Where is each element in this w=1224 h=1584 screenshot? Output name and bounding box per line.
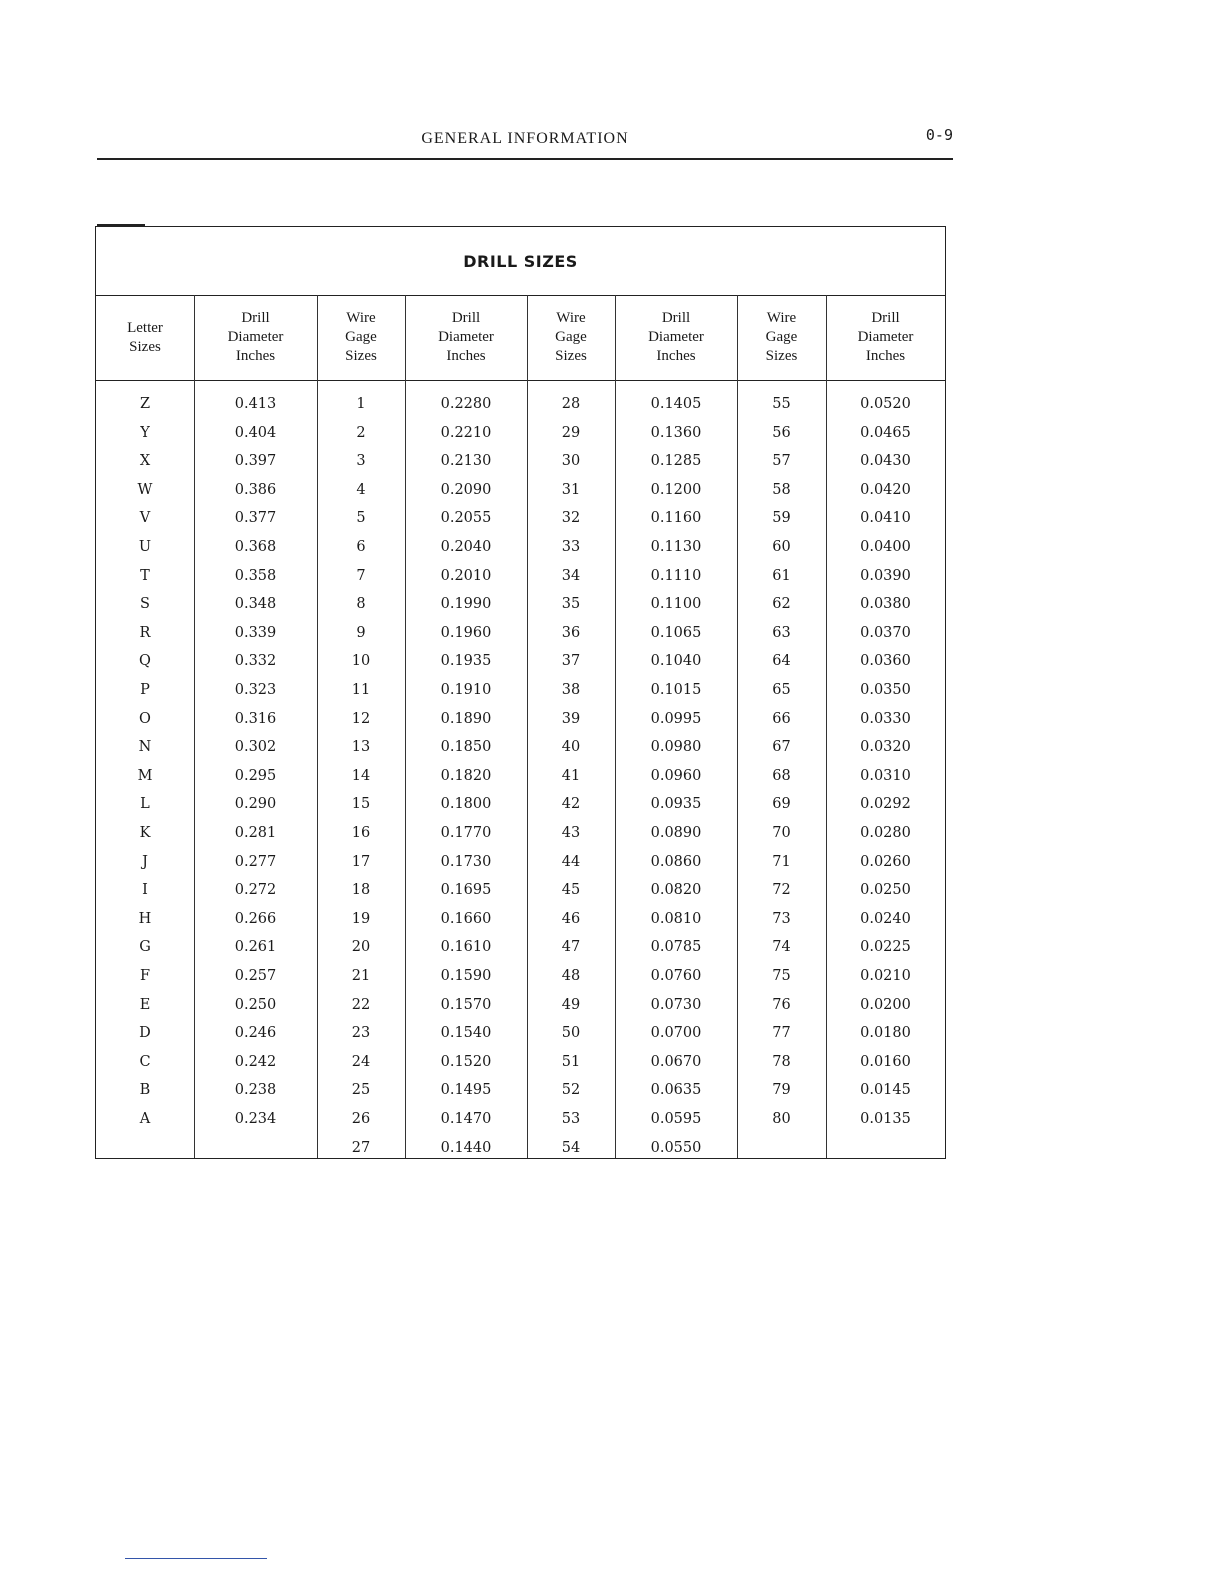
table-cell: 0.1065 bbox=[650, 624, 702, 641]
table-cell: 0.0310 bbox=[860, 767, 911, 784]
table-cell: R bbox=[139, 624, 151, 641]
table-cell: 0.1130 bbox=[650, 539, 702, 555]
table-cell: S bbox=[140, 596, 150, 613]
table-row bbox=[96, 762, 945, 790]
table-cell: 10 bbox=[351, 653, 371, 670]
table-cell: 0.1850 bbox=[440, 739, 492, 756]
table-cell: 24 bbox=[351, 1053, 371, 1070]
table-cell: 0.1405 bbox=[650, 396, 702, 412]
table-cell: 13 bbox=[351, 739, 371, 756]
table-cell: 0.0225 bbox=[860, 939, 911, 956]
table-cell: 0.377 bbox=[234, 510, 277, 527]
column-header-line: Gage bbox=[555, 329, 587, 345]
table-cell: 0.261 bbox=[234, 939, 277, 956]
column-header-row bbox=[96, 295, 945, 381]
table-cell: 79 bbox=[772, 1082, 791, 1099]
table-cell: 43 bbox=[561, 825, 581, 841]
table-cell: 64 bbox=[772, 653, 791, 670]
table-cell: 40 bbox=[561, 739, 581, 756]
table-cell: 0.1890 bbox=[440, 710, 492, 727]
table-row bbox=[96, 562, 945, 590]
table-cell: 0.1590 bbox=[440, 968, 492, 984]
table-cell: 0.0760 bbox=[650, 968, 702, 984]
page-number: 0-9 bbox=[925, 126, 953, 144]
table-cell: 38 bbox=[561, 682, 581, 698]
table-cell: 0.0820 bbox=[650, 882, 702, 899]
table-cell: 62 bbox=[772, 596, 791, 613]
table-cell: 0.0785 bbox=[650, 939, 702, 956]
table-cell: 33 bbox=[561, 539, 581, 555]
table-cell: 0.295 bbox=[234, 767, 277, 784]
table-cell: 0.1285 bbox=[650, 453, 702, 470]
table-cell: 0.0595 bbox=[650, 1111, 702, 1127]
table-cell: 74 bbox=[772, 939, 791, 956]
table-cell: 50 bbox=[561, 1025, 581, 1042]
table-cell: 0.246 bbox=[234, 1025, 277, 1042]
table-cell: 0.281 bbox=[234, 825, 277, 841]
table-cell: 0.0520 bbox=[860, 396, 911, 412]
column-header-line: Sizes bbox=[129, 338, 161, 355]
table-cell: 17 bbox=[351, 853, 371, 870]
column-divider bbox=[737, 295, 738, 1158]
table-cell: 0.0320 bbox=[860, 739, 911, 756]
column-header bbox=[96, 295, 194, 380]
table-cell: 0.1440 bbox=[440, 1139, 492, 1156]
column-header-line: Diameter bbox=[857, 329, 914, 345]
table-cell: 18 bbox=[351, 882, 371, 899]
column-divider bbox=[615, 295, 616, 1158]
table-cell: 37 bbox=[561, 653, 581, 670]
table-cell: 0.2010 bbox=[440, 567, 492, 584]
table-cell: 0.0995 bbox=[650, 710, 702, 727]
table-row bbox=[96, 848, 945, 876]
table-cell: 0.0860 bbox=[650, 853, 702, 870]
table-cell: 20 bbox=[351, 939, 371, 956]
column-header-line: Wire bbox=[346, 310, 376, 326]
table-cell: Y bbox=[140, 424, 150, 441]
table-cell: 0.1800 bbox=[440, 796, 492, 813]
column-header-line: Wire bbox=[556, 310, 586, 326]
table-cell bbox=[194, 1134, 317, 1162]
table-cell: 0.238 bbox=[234, 1082, 277, 1099]
column-header-line: Gage bbox=[345, 329, 377, 345]
table-cell: W bbox=[137, 481, 153, 498]
table-cell: J bbox=[142, 853, 148, 870]
column-header bbox=[737, 295, 826, 380]
table-cell: 0.1990 bbox=[440, 596, 492, 613]
table-cell: 42 bbox=[561, 796, 581, 813]
table-cell: U bbox=[138, 539, 152, 555]
table-cell: 0.250 bbox=[234, 996, 277, 1013]
table-cell: 48 bbox=[561, 968, 581, 984]
table-cell: 0.397 bbox=[234, 453, 277, 470]
column-header bbox=[405, 295, 527, 380]
table-cell: 60 bbox=[772, 539, 791, 555]
table-cell: 0.1960 bbox=[440, 624, 492, 641]
table-cell: 0.386 bbox=[234, 481, 277, 498]
table-cell: 21 bbox=[351, 968, 371, 984]
table-cell: 68 bbox=[772, 767, 791, 784]
table-cell: 0.368 bbox=[234, 539, 277, 555]
table-cell: 1 bbox=[356, 396, 366, 412]
column-divider bbox=[405, 295, 406, 1158]
table-cell: 0.0670 bbox=[650, 1053, 702, 1070]
table-cell: 0.0390 bbox=[860, 567, 911, 584]
column-header-line: Drill bbox=[661, 310, 691, 326]
table-cell: 0.0160 bbox=[860, 1053, 911, 1070]
table-cell: 0.0350 bbox=[860, 682, 911, 698]
table-cell: 0.0360 bbox=[860, 653, 911, 670]
table-cell: 29 bbox=[561, 424, 581, 441]
table-cell: 57 bbox=[772, 453, 791, 470]
table-cell: 0.0400 bbox=[860, 539, 911, 555]
table-row bbox=[96, 705, 945, 733]
table-cell: 0.0145 bbox=[860, 1082, 911, 1099]
table-cell: 0.358 bbox=[234, 567, 277, 584]
table-cell: 47 bbox=[561, 939, 581, 956]
table-cell: 0.2090 bbox=[440, 481, 492, 498]
column-header bbox=[194, 295, 317, 380]
table-cell: 0.0410 bbox=[860, 510, 911, 527]
table-cell: 3 bbox=[356, 453, 366, 470]
table-cell: 44 bbox=[561, 853, 581, 870]
table-row bbox=[96, 733, 945, 761]
table-cell: 39 bbox=[561, 710, 581, 727]
table-cell: 63 bbox=[772, 624, 791, 641]
table-row bbox=[96, 790, 945, 818]
column-divider bbox=[826, 295, 827, 1158]
table-cell: 61 bbox=[772, 567, 791, 584]
table-cell: 0.266 bbox=[234, 910, 277, 927]
table-row bbox=[96, 533, 945, 561]
table-cell: 77 bbox=[772, 1025, 791, 1042]
table-cell: 0.0960 bbox=[650, 767, 702, 784]
table-cell: 19 bbox=[351, 910, 371, 927]
column-header-line: Inches bbox=[235, 348, 276, 364]
table-cell: 0.339 bbox=[234, 624, 277, 641]
table-cell: 0.0465 bbox=[860, 424, 911, 441]
table-cell: 0.2040 bbox=[440, 539, 492, 555]
table-cell: 16 bbox=[351, 825, 371, 841]
table-cell: 0.332 bbox=[234, 653, 277, 670]
table-cell: 0.0935 bbox=[650, 796, 702, 813]
table-cell: 0.1660 bbox=[440, 910, 492, 927]
table-cell: X bbox=[139, 453, 151, 470]
drill-sizes-table bbox=[95, 226, 946, 1159]
column-header-line: Drill bbox=[241, 310, 270, 326]
table-cell: 0.0700 bbox=[650, 1025, 702, 1042]
table-cell: 0.348 bbox=[234, 596, 277, 613]
table-cell: 7 bbox=[356, 567, 366, 584]
table-cell: 0.0420 bbox=[860, 481, 911, 498]
table-cell: E bbox=[139, 996, 151, 1013]
table-cell: 0.0730 bbox=[650, 996, 702, 1013]
table-cell: 0.0330 bbox=[860, 710, 911, 727]
table-cell: 0.0890 bbox=[650, 825, 702, 841]
table-row bbox=[96, 647, 945, 675]
table-row bbox=[96, 504, 945, 532]
column-header-line: Wire bbox=[766, 310, 797, 326]
table-cell: 0.1770 bbox=[440, 825, 492, 841]
table-cell: 0.0250 bbox=[860, 882, 911, 899]
table-cell: 25 bbox=[351, 1082, 371, 1099]
table-cell: 0.2055 bbox=[440, 510, 492, 527]
column-header-line: Sizes bbox=[345, 348, 377, 364]
table-row bbox=[96, 1134, 945, 1162]
table-cell: 0.413 bbox=[234, 396, 277, 412]
table-title: DRILL SIZES bbox=[96, 227, 945, 296]
table-cell: 23 bbox=[351, 1025, 371, 1042]
column-header-line: Sizes bbox=[765, 348, 798, 364]
column-header bbox=[317, 295, 405, 380]
table-cell: 76 bbox=[772, 996, 791, 1013]
table-cell: 0.1360 bbox=[650, 424, 702, 441]
table-cell: 55 bbox=[772, 396, 791, 412]
table-cell: 0.290 bbox=[234, 796, 277, 813]
column-divider bbox=[194, 295, 195, 1158]
table-cell: 69 bbox=[772, 796, 791, 813]
table-cell: 0.0635 bbox=[650, 1082, 702, 1099]
table-cell: M bbox=[137, 767, 153, 784]
table-cell: 0.1160 bbox=[650, 510, 702, 527]
table-cell: 0.242 bbox=[234, 1053, 277, 1070]
table-row bbox=[96, 590, 945, 618]
table-cell: 0.1495 bbox=[440, 1082, 492, 1099]
table-row bbox=[96, 1105, 945, 1133]
table-cell: 11 bbox=[351, 682, 371, 698]
table-cell: 15 bbox=[351, 796, 371, 813]
table-cell: 45 bbox=[561, 882, 581, 899]
table-cell: 0.277 bbox=[234, 853, 277, 870]
table-cell: 73 bbox=[772, 910, 791, 927]
table-cell: Z bbox=[139, 396, 151, 412]
table-cell: 70 bbox=[772, 825, 791, 841]
table-cell: 0.1540 bbox=[440, 1025, 492, 1042]
table-cell: 0.1015 bbox=[650, 682, 702, 698]
column-header-line: Drill bbox=[451, 310, 481, 326]
table-cell: F bbox=[139, 968, 151, 984]
table-cell: 4 bbox=[356, 481, 366, 498]
table-cell: O bbox=[139, 710, 151, 727]
table-cell: 0.272 bbox=[234, 882, 277, 899]
table-row bbox=[96, 447, 945, 475]
table-cell: 0.1040 bbox=[650, 653, 702, 670]
table-row bbox=[96, 619, 945, 647]
table-cell: 56 bbox=[772, 424, 791, 441]
table-row bbox=[96, 390, 945, 418]
table-cell: 5 bbox=[356, 510, 366, 527]
column-header-line: Inches bbox=[446, 348, 486, 364]
table-cell: 0.0292 bbox=[860, 796, 911, 813]
table-row bbox=[96, 962, 945, 990]
footer-rule bbox=[125, 1558, 267, 1559]
table-cell: 58 bbox=[772, 481, 791, 498]
table-row bbox=[96, 476, 945, 504]
column-header-line: Gage bbox=[765, 329, 798, 345]
table-cell: 0.1820 bbox=[440, 767, 492, 784]
table-cell: 53 bbox=[561, 1111, 581, 1127]
table-cell: C bbox=[139, 1053, 151, 1070]
column-header-line: Letter bbox=[127, 319, 163, 336]
column-divider bbox=[527, 295, 528, 1158]
table-cell: 0.1910 bbox=[440, 682, 492, 698]
table-cell: 28 bbox=[561, 396, 581, 412]
table-cell: 12 bbox=[351, 710, 371, 727]
table-cell: 0.0180 bbox=[860, 1025, 911, 1042]
table-cell: 0.0210 bbox=[860, 968, 911, 984]
table-cell: 78 bbox=[772, 1053, 791, 1070]
table-cell: 35 bbox=[561, 596, 581, 613]
table-cell: 0.2130 bbox=[440, 453, 492, 470]
table-cell: 0.1935 bbox=[440, 653, 492, 670]
table-row bbox=[96, 1076, 945, 1104]
table-cell: 22 bbox=[351, 996, 371, 1013]
table-cell: 65 bbox=[772, 682, 791, 698]
column-header-line: Drill bbox=[871, 310, 900, 326]
table-cell: L bbox=[140, 796, 150, 813]
table-row bbox=[96, 876, 945, 904]
table-row bbox=[96, 419, 945, 447]
table-cell: 71 bbox=[772, 853, 791, 870]
table-cell: 0.302 bbox=[234, 739, 277, 756]
table-row bbox=[96, 905, 945, 933]
table-cell: 0.316 bbox=[234, 710, 277, 727]
column-header bbox=[527, 295, 615, 380]
table-cell: 0.0280 bbox=[860, 825, 911, 841]
table-cell: 0.234 bbox=[234, 1111, 277, 1127]
table-cell: 2 bbox=[356, 424, 366, 441]
column-header-line: Diameter bbox=[227, 329, 284, 345]
table-cell: 49 bbox=[561, 996, 581, 1013]
table-cell: 0.1100 bbox=[650, 596, 702, 613]
table-cell: 0.1470 bbox=[440, 1111, 492, 1127]
table-cell: 8 bbox=[356, 596, 366, 613]
table-cell: D bbox=[139, 1025, 151, 1042]
table-row bbox=[96, 1019, 945, 1047]
table-cell: 0.0135 bbox=[860, 1111, 911, 1127]
table-cell: N bbox=[138, 739, 152, 756]
table-row bbox=[96, 676, 945, 704]
table-cell: 0.1570 bbox=[440, 996, 492, 1013]
table-cell: 9 bbox=[356, 624, 366, 641]
table-cell: 0.404 bbox=[234, 424, 277, 441]
table-cell: K bbox=[139, 825, 151, 841]
table-cell: 0.0240 bbox=[860, 910, 911, 927]
table-cell: 36 bbox=[561, 624, 581, 641]
table-cell: 75 bbox=[772, 968, 791, 984]
table-cell: B bbox=[139, 1082, 151, 1099]
table-cell: 0.0370 bbox=[860, 624, 911, 641]
table-cell: 51 bbox=[561, 1053, 581, 1070]
table-cell bbox=[96, 1134, 194, 1162]
table-cell bbox=[826, 1134, 945, 1162]
table-cell: V bbox=[139, 510, 151, 527]
table-cell: 0.1200 bbox=[650, 481, 702, 498]
table-cell: 52 bbox=[561, 1082, 581, 1099]
table-cell: 46 bbox=[561, 910, 581, 927]
table-cell: 0.2280 bbox=[440, 396, 492, 412]
table-cell: 0.1610 bbox=[440, 939, 492, 956]
table-cell: 0.257 bbox=[234, 968, 277, 984]
column-header-line: Inches bbox=[865, 348, 906, 364]
table-cell: 0.0380 bbox=[860, 596, 911, 613]
table-cell: 27 bbox=[351, 1139, 371, 1156]
table-cell: A bbox=[139, 1111, 151, 1127]
table-cell: 26 bbox=[351, 1111, 371, 1127]
table-cell: G bbox=[139, 939, 151, 956]
table-cell: 66 bbox=[772, 710, 791, 727]
table-cell: 0.323 bbox=[234, 682, 277, 698]
table-cell: 31 bbox=[561, 481, 581, 498]
table-row bbox=[96, 1048, 945, 1076]
table-cell: 0.1110 bbox=[650, 567, 702, 584]
table-cell: 0.0550 bbox=[650, 1139, 702, 1156]
table-cell: 14 bbox=[351, 767, 371, 784]
table-row bbox=[96, 933, 945, 961]
page-header bbox=[97, 126, 953, 160]
table-cell: 0.0810 bbox=[650, 910, 702, 927]
table-cell: T bbox=[140, 567, 150, 584]
table-cell: 34 bbox=[561, 567, 581, 584]
column-header-line: Inches bbox=[656, 348, 696, 364]
header-title: GENERAL INFORMATION bbox=[421, 130, 629, 147]
table-cell: 54 bbox=[561, 1139, 581, 1156]
column-header-line: Sizes bbox=[555, 348, 587, 364]
table-cell: 72 bbox=[772, 882, 791, 899]
table-cell: 0.0200 bbox=[860, 996, 911, 1013]
column-header bbox=[826, 295, 945, 380]
column-header-line: Diameter bbox=[438, 329, 494, 345]
table-cell: 30 bbox=[561, 453, 581, 470]
table-cell: 0.1730 bbox=[440, 853, 492, 870]
table-row bbox=[96, 991, 945, 1019]
table-cell: 32 bbox=[561, 510, 581, 527]
table-cell: Q bbox=[139, 653, 151, 670]
table-cell: 80 bbox=[772, 1111, 791, 1127]
table-cell: 0.1520 bbox=[440, 1053, 492, 1070]
column-divider bbox=[317, 295, 318, 1158]
table-cell: 0.0980 bbox=[650, 739, 702, 756]
table-cell: 0.2210 bbox=[440, 424, 492, 441]
table-cell: 67 bbox=[772, 739, 791, 756]
table-cell: H bbox=[138, 910, 152, 927]
table-cell: 41 bbox=[561, 767, 581, 784]
column-header-line: Diameter bbox=[648, 329, 704, 345]
column-header bbox=[615, 295, 737, 380]
table-cell: I bbox=[142, 882, 148, 899]
table-cell: 0.0260 bbox=[860, 853, 911, 870]
table-cell bbox=[737, 1134, 826, 1162]
table-row bbox=[96, 819, 945, 847]
table-cell: P bbox=[140, 682, 150, 698]
table-cell: 59 bbox=[772, 510, 791, 527]
table-cell: 0.1695 bbox=[440, 882, 492, 899]
table-cell: 6 bbox=[356, 539, 366, 555]
table-cell: 0.0430 bbox=[860, 453, 911, 470]
